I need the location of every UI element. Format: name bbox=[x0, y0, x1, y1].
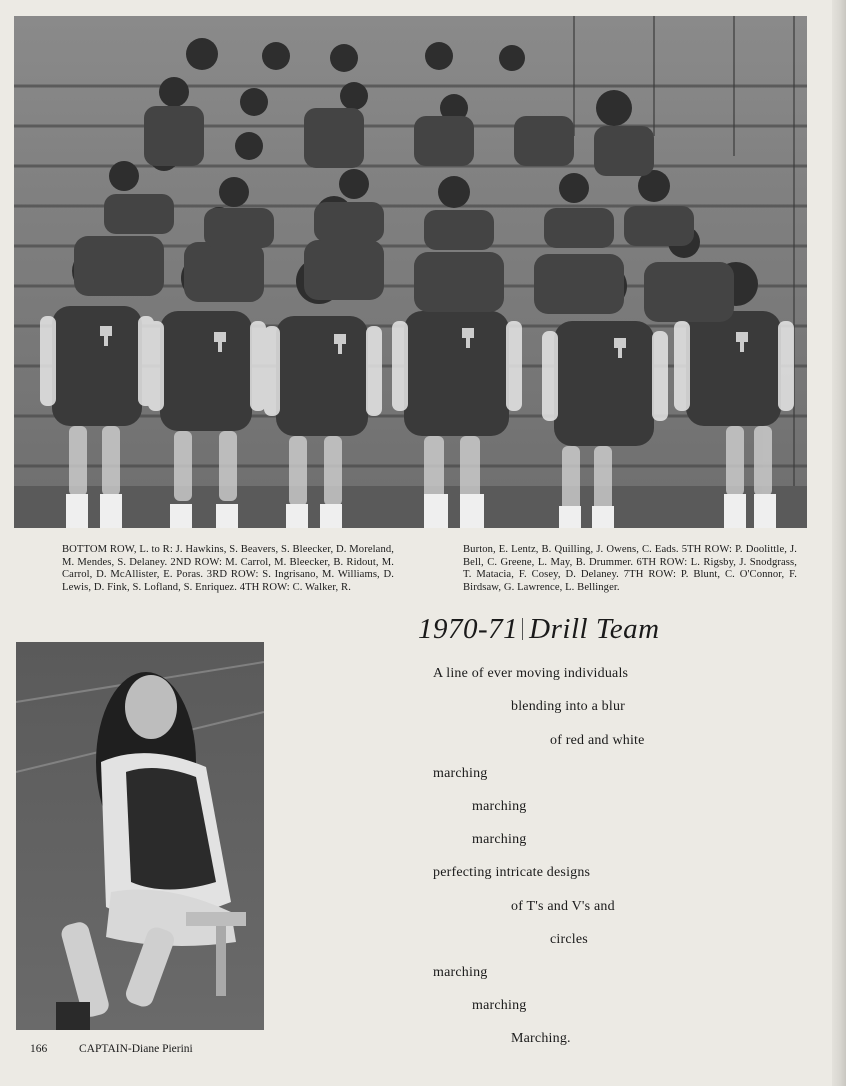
poem-line-5: marching bbox=[472, 799, 527, 814]
captain-photo-image bbox=[16, 642, 264, 1030]
group-photo-image bbox=[14, 16, 807, 528]
page-number: 166 bbox=[30, 1043, 48, 1055]
poem-line-6: marching bbox=[472, 832, 527, 847]
captain-photo bbox=[16, 642, 264, 1030]
poem-line-11: marching bbox=[472, 998, 527, 1013]
poem-line-3: of red and white bbox=[550, 733, 645, 748]
captain-caption: CAPTAIN-Diane Pierini bbox=[79, 1043, 193, 1055]
group-photo bbox=[14, 16, 807, 528]
page-title bbox=[418, 613, 660, 646]
poem-line-1: A line of ever moving individuals bbox=[433, 666, 629, 681]
title-name: Drill Team bbox=[529, 613, 660, 645]
title-year: 1970-71 bbox=[418, 613, 519, 645]
poem-line-2: blending into a blur bbox=[511, 699, 626, 714]
page-edge bbox=[832, 0, 846, 1086]
poem-line-4: marching bbox=[433, 766, 488, 781]
poem-line-9: circles bbox=[550, 932, 588, 947]
poem-line-10: marching bbox=[433, 965, 488, 980]
poem-line-12: Marching. bbox=[511, 1031, 571, 1046]
group-caption-left: BOTTOM ROW, L. to R: J. Hawkins, S. Beavers, S. Bleecker, D. Moreland, M. Mendes, S. Delaney. 2ND ROW: M. Carrol, M. Bleecker, B. Ridout, M. Carrol, D. McAllister, E. Poras. 3RD ROW: S. Ingrisano, M. Williams, D. Lewis, D. Fink, S. Lofland, S. Enriquez. 4TH ROW: C. Walker, R. bbox=[62, 544, 395, 593]
group-caption-right: Burton, E. Lentz, B. Quilling, J. Owens, C. Eads. 5TH ROW: P. Doolittle, J. Bell, C. Greene, L. May, B. Drummer. 6TH ROW: L. Rigsby, J. Snodgrass, T. Matacia, F. Cosey, D. Delaney. 7TH ROW: P. Blunt, C. O'Connor, F. Birdsaw, G. Lawrence, L. Bellinger. bbox=[463, 544, 797, 593]
poem-line-8: of T's and V's and bbox=[511, 899, 615, 914]
title-divider bbox=[522, 618, 523, 640]
poem-line-7: perfecting intricate designs bbox=[433, 865, 591, 880]
